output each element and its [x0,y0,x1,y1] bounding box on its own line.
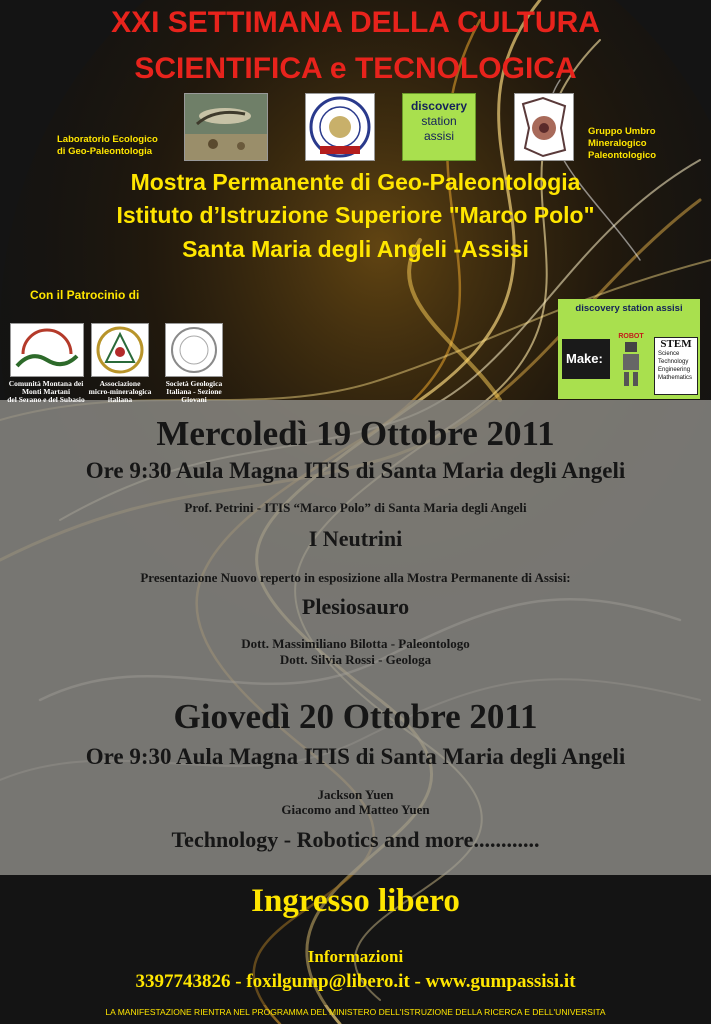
comunita-montana-logo [10,323,84,377]
gump-label-line2: Mineralogico [588,138,647,149]
discovery-logo-line2: station [421,114,457,128]
ministry-note: LA MANIFESTAZIONE RIENTRA NEL PROGRAMMA DEL MINISTERO DELL'ISTRUZIONE DELLA RICERCA E DELL'UNIVERSITA [105,1007,606,1017]
info-label: Informazioni [307,947,404,966]
gump-logo [514,93,574,161]
geological-society-seal-icon [166,324,222,376]
day1-speaker3: Dott. Silvia Rossi - Geologa [279,652,432,667]
patron-caption-2-line2: micro-mineralogica [88,387,152,396]
day1-exhibit: Plesiosauro [301,594,410,619]
venue-line2: Istituto d’Istruzione Superiore "Marco Polo" [116,202,595,228]
marco-polo-seal-icon [306,94,374,160]
entry-free: Ingresso libero [251,883,460,919]
patron-caption-1-line2: Monti Martani [21,387,71,396]
fossil-photo-logo [184,93,268,161]
gump-label-line1: Gruppo Umbro [588,126,656,137]
day2-time-place: Ore 9:30 Aula Magna ITIS di Santa Maria degli Angeli [85,744,626,769]
discovery-station-panel [558,299,700,399]
stem-badge [654,337,698,395]
day2-speaker1: Jackson Yuen [317,787,394,802]
event-title-line1: XXI SETTIMANA DELLA CULTURA [111,6,600,39]
stem-line1: Science [658,351,680,357]
societa-geologica-logo [165,323,223,377]
patron-caption-3-line3: Giovani [181,395,207,404]
contact-line[interactable]: 3397743826 - foxilgump@libero.it - www.gumpassisi.it [135,971,576,992]
stem-line3: Engineering [658,367,691,373]
patron-caption-1-line3: del Serano e del Subasio [7,395,85,404]
venue-line3: Santa Maria degli Angeli -Assisi [182,236,529,262]
make-label: Make: [566,351,603,366]
venue-line1: Mostra Permanente di Geo-Paleontologia [130,169,581,195]
discovery-station-logo [402,93,476,161]
micromineral-seal-icon [92,324,148,376]
patron-caption-2-line1: Associazione [99,379,141,388]
day1-time-place: Ore 9:30 Aula Magna ITIS di Santa Maria degli Angeli [85,458,626,483]
lab-label [57,134,187,158]
gump-label [588,126,698,162]
mineral-gump-icon [515,94,573,160]
lab-label-line2: di Geo-Paleontologia [57,146,153,157]
patron-caption-3-line2: Italiana - Sezione [166,387,222,396]
fossil-photo-icon [185,94,267,160]
stem-line2: Technology [658,359,689,365]
day1-presentation: Presentazione Nuovo reperto in esposizione alla Mostra Permanente di Assisi: [140,570,571,585]
patron-caption-1-line1: Comunità Montana dei [8,379,84,388]
patron-caption-2 [85,380,155,404]
marco-polo-logo [305,93,375,161]
robot-icon [616,340,646,388]
patron-caption-1 [6,380,86,404]
discovery-logo-line3: assisi [423,129,454,143]
day1-date: Mercoledì 19 Ottobre 2011 [156,414,555,453]
lab-label-line1: Laboratorio Ecologico [57,134,158,145]
day2-date: Giovedì 20 Ottobre 2011 [173,697,538,736]
discovery-logo-line1: discovery [410,99,468,113]
patron-caption-3-line1: Società Geologica [165,379,223,388]
micromineral-logo [91,323,149,377]
day2-speaker2: Giacomo and Matteo Yuen [281,802,430,817]
stem-line4: Mathematics [658,375,693,381]
robot-badge [616,333,646,391]
mountain-community-icon [11,324,83,376]
event-title-line2: SCIENTIFICA e TECNOLOGICA [134,52,577,85]
patronage-label: Con il Patrocinio di [30,288,140,302]
patron-caption-2-line3: italiana [107,395,133,404]
discovery-panel-title: discovery station assisi [575,303,683,314]
day1-speaker: Prof. Petrini - ITIS “Marco Polo” di Santa Maria degli Angeli [184,500,527,515]
patron-caption-3 [160,380,228,404]
day1-speaker2: Dott. Massimiliano Bilotta - Paleontologo [241,636,470,651]
day2-topic: Technology - Robotics and more............ [171,827,540,852]
make-badge [562,339,610,379]
day1-topic: I Neutrini [308,526,403,551]
robot-label: ROBOT [618,333,644,340]
stem-title: STEM [660,338,692,350]
gump-label-line3: Paleontologico [588,150,657,161]
